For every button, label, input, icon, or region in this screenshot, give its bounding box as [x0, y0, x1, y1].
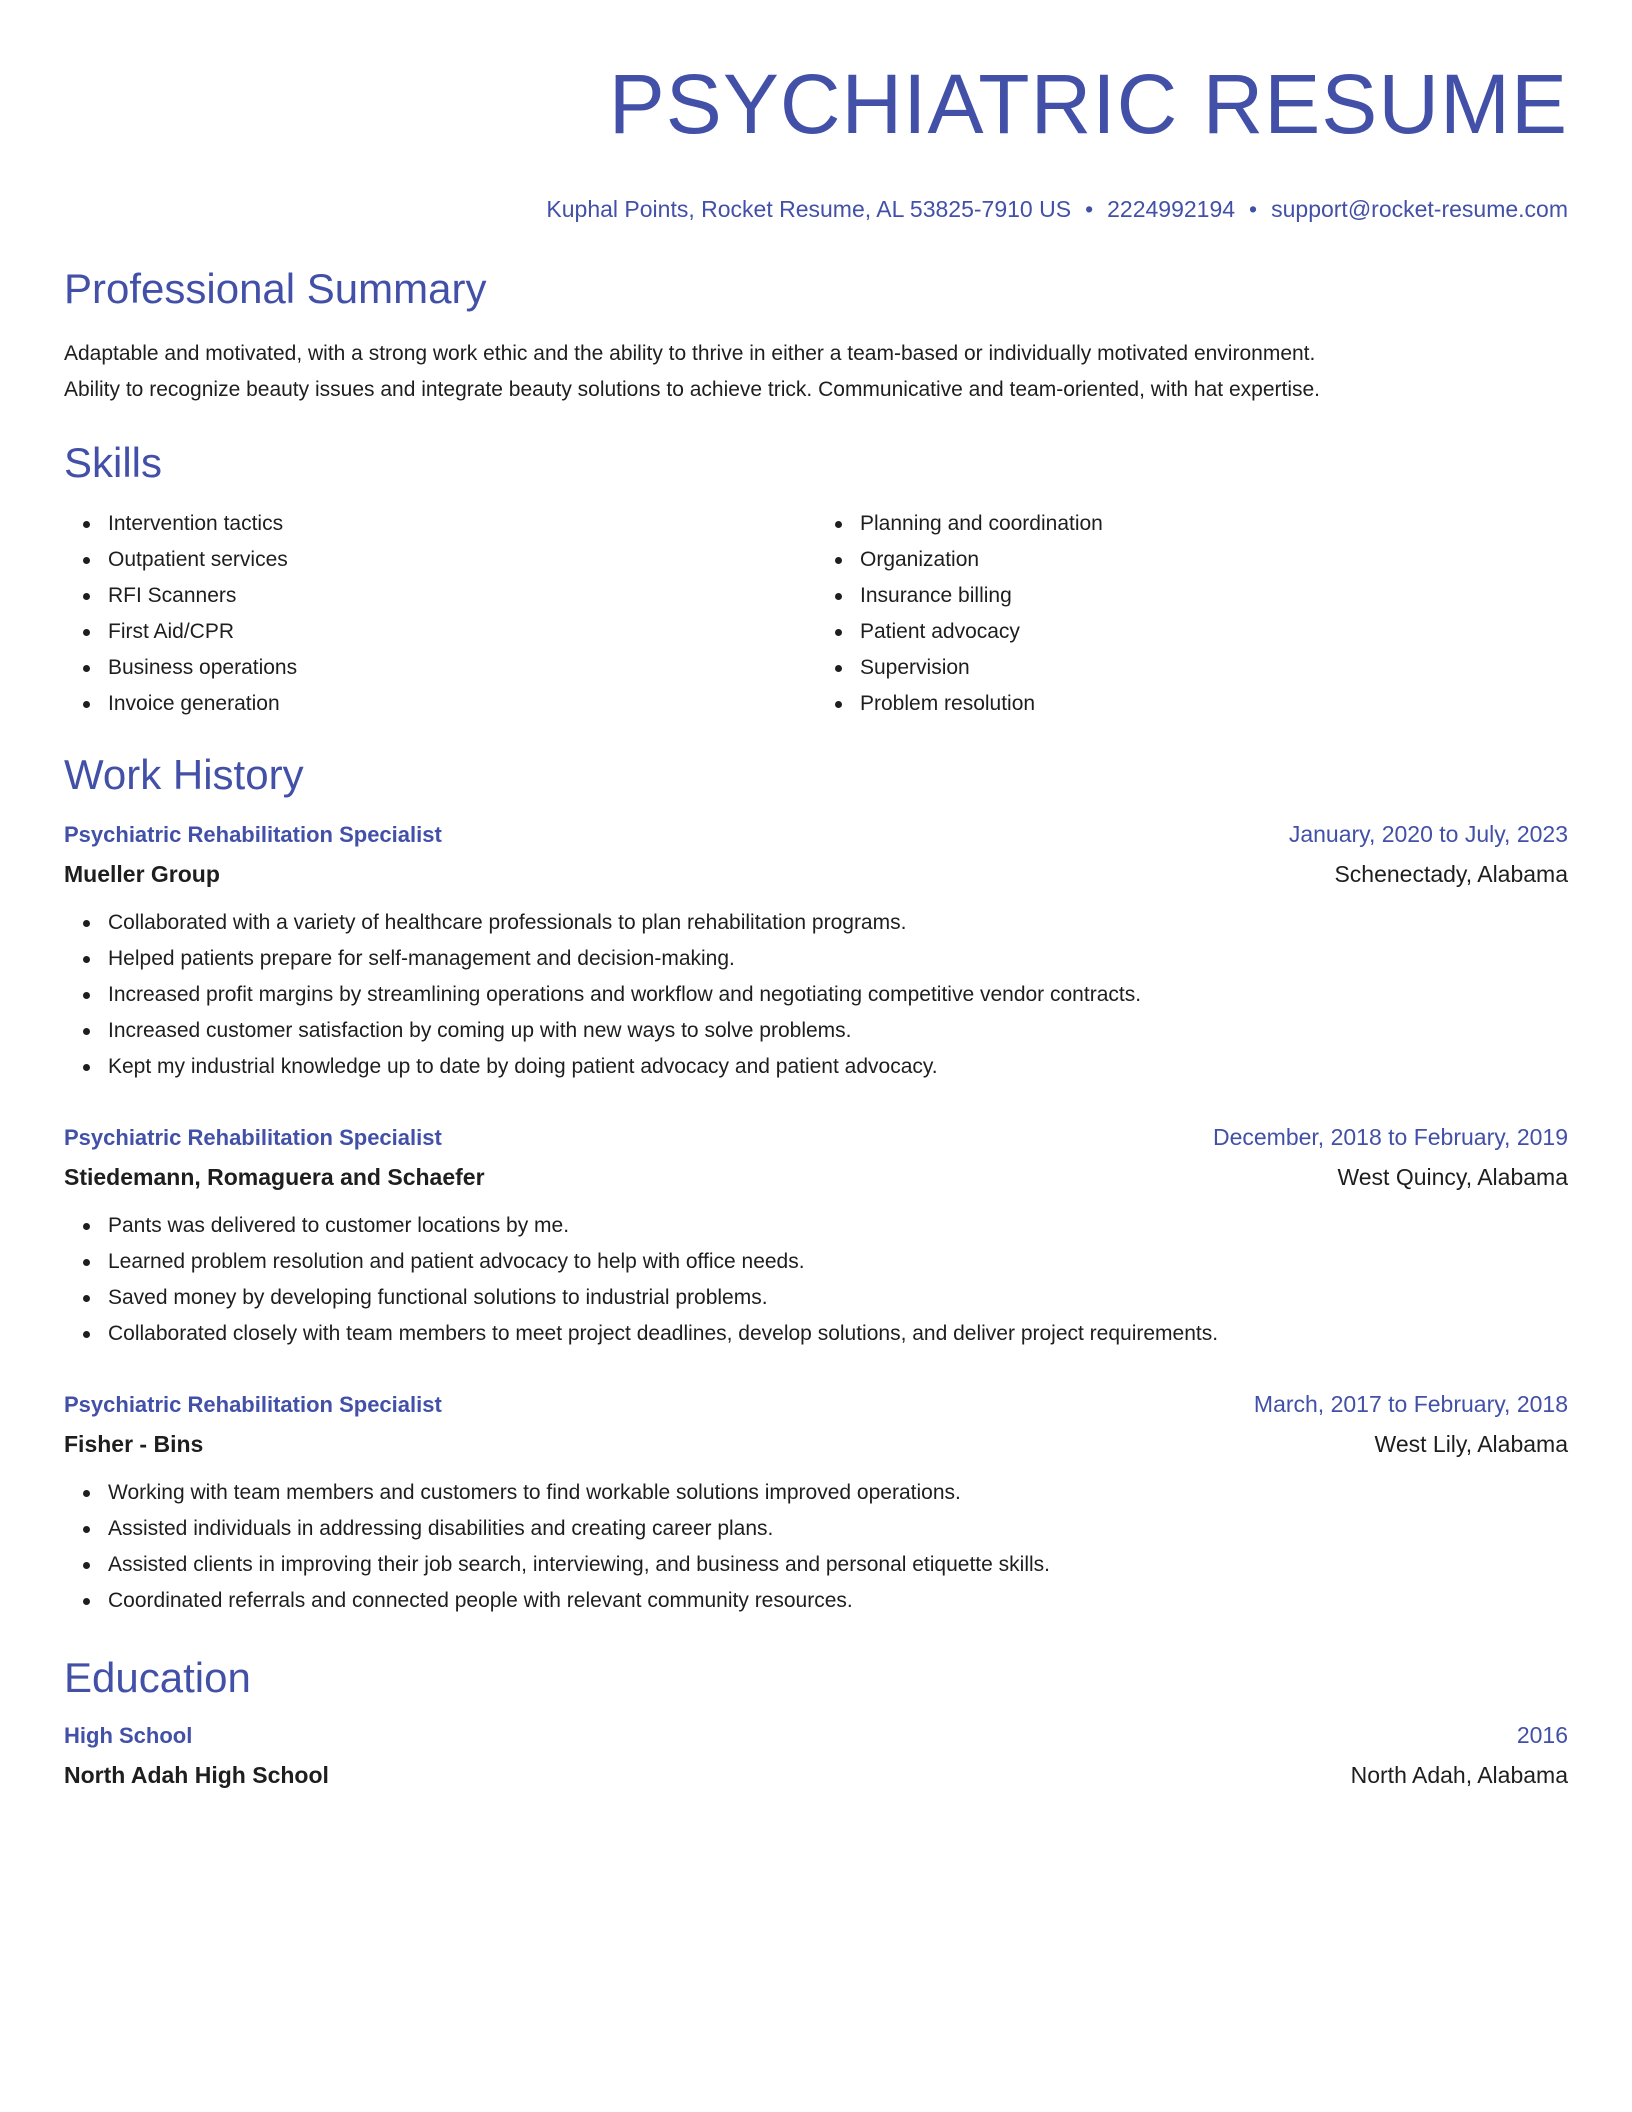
job-dates: March, 2017 to February, 2018: [1253, 1391, 1568, 1417]
skill-item: RFI Scanners: [108, 578, 816, 614]
skills-grid: [64, 506, 1568, 722]
education-entry: [64, 1719, 1568, 1792]
job-bullets: [64, 1208, 1568, 1352]
job-bullet: Collaborated closely with team members to meet project deadlines, develop solutions, and deliver project requirements.: [108, 1316, 1568, 1352]
job-company: Mueller Group: [64, 861, 220, 887]
job-dates: December, 2018 to February, 2019: [1212, 1124, 1568, 1150]
contact-email: support@rocket-resume.com: [1271, 196, 1568, 222]
job-bullet: Assisted individuals in addressing disabilities and creating career plans.: [108, 1511, 1568, 1547]
job-location: Schenectady, Alabama: [1334, 861, 1568, 887]
summary-line: Ability to recognize beauty issues and integrate beauty solutions to achieve trick. Communicative and team-oriented, with hat expertise.: [64, 378, 1321, 401]
job-header-row: [64, 1388, 1568, 1421]
job-company: Stiedemann, Romaguera and Schaefer: [64, 1164, 485, 1190]
job-header-row: [64, 818, 1568, 851]
skill-item: Insurance billing: [860, 578, 1568, 614]
skill-item: Planning and coordination: [860, 506, 1568, 542]
job-bullet: Kept my industrial knowledge up to date by doing patient advocacy and patient advocacy.: [108, 1049, 1568, 1085]
summary-heading: Professional Summary: [64, 265, 487, 312]
work-history-heading: Work History: [64, 751, 304, 798]
education-degree: High School: [64, 1723, 193, 1748]
job-company: Fisher - Bins: [64, 1431, 204, 1457]
job-location: West Lily, Alabama: [1374, 1431, 1568, 1457]
education-heading: Education: [64, 1654, 251, 1701]
skills-column-left: [64, 506, 816, 722]
education-year: 2016: [1516, 1722, 1568, 1748]
skill-item: Organization: [860, 542, 1568, 578]
education-school: North Adah High School: [64, 1762, 329, 1788]
job-bullet: Collaborated with a variety of healthcare professionals to plan rehabilitation programs.: [108, 905, 1568, 941]
contact-separator: •: [1249, 196, 1258, 222]
job-bullet: Coordinated referrals and connected people with relevant community resources.: [108, 1583, 1568, 1619]
skill-item: Invoice generation: [108, 686, 816, 722]
skill-item: Supervision: [860, 650, 1568, 686]
skills-column-right: [816, 506, 1568, 722]
job-dates: January, 2020 to July, 2023: [1288, 821, 1568, 847]
job-header-row: [64, 1121, 1568, 1154]
job-location: West Quincy, Alabama: [1337, 1164, 1568, 1190]
contact-phone: 2224992194: [1107, 196, 1236, 222]
job-bullets: [64, 905, 1568, 1085]
job-bullet: Increased customer satisfaction by coming up with new ways to solve problems.: [108, 1013, 1568, 1049]
job-company-row: [64, 1154, 1568, 1194]
skill-item: Outpatient services: [108, 542, 816, 578]
job-bullet: Pants was delivered to customer locations by me.: [108, 1208, 1568, 1244]
job-company-row: [64, 1421, 1568, 1461]
job-entry: [64, 1121, 1568, 1352]
resume-title: PSYCHIATRIC RESUME: [608, 57, 1568, 151]
contact-line: [64, 194, 1568, 224]
job-title: Psychiatric Rehabilitation Specialist: [64, 1125, 442, 1150]
education-school-row: [64, 1752, 1568, 1792]
skill-item: Business operations: [108, 650, 816, 686]
skill-item: Problem resolution: [860, 686, 1568, 722]
job-bullet: Learned problem resolution and patient advocacy to help with office needs.: [108, 1244, 1568, 1280]
skills-heading: Skills: [64, 439, 163, 486]
job-entry: [64, 1388, 1568, 1619]
job-company-row: [64, 851, 1568, 891]
job-bullet: Saved money by developing functional solutions to industrial problems.: [108, 1280, 1568, 1316]
education-header-row: [64, 1719, 1568, 1752]
job-bullet: Assisted clients in improving their job search, interviewing, and business and personal etiquette skills.: [108, 1547, 1568, 1583]
contact-address: Kuphal Points, Rocket Resume, AL 53825-7910 US: [546, 196, 1072, 222]
job-bullets: [64, 1475, 1568, 1619]
job-title: Psychiatric Rehabilitation Specialist: [64, 1392, 442, 1417]
job-bullet: Working with team members and customers to find workable solutions improved operations.: [108, 1475, 1568, 1511]
job-title: Psychiatric Rehabilitation Specialist: [64, 822, 442, 847]
contact-separator: •: [1085, 196, 1094, 222]
job-bullet: Increased profit margins by streamlining operations and workflow and negotiating competitive vendor contracts.: [108, 977, 1568, 1013]
job-bullet: Helped patients prepare for self-management and decision-making.: [108, 941, 1568, 977]
skill-item: Intervention tactics: [108, 506, 816, 542]
skill-item: First Aid/CPR: [108, 614, 816, 650]
summary-text: [64, 336, 1568, 408]
skill-item: Patient advocacy: [860, 614, 1568, 650]
education-location: North Adah, Alabama: [1350, 1762, 1568, 1788]
job-entry: [64, 818, 1568, 1085]
summary-line: Adaptable and motivated, with a strong work ethic and the ability to thrive in either a team-based or individually motivated environment.: [64, 342, 1316, 365]
